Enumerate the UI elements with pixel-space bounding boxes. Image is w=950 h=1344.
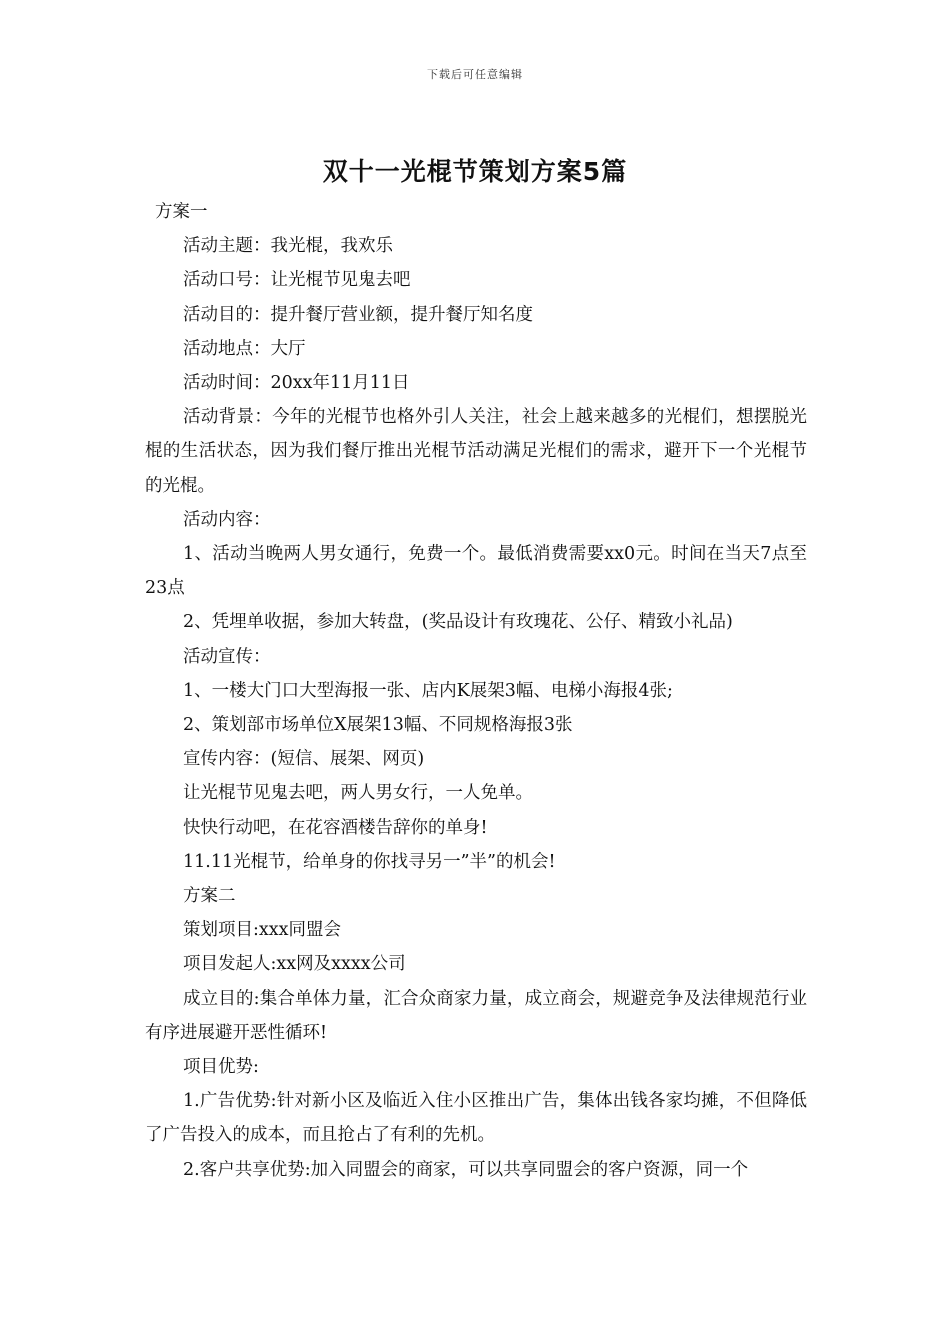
paragraph: 策划项目:xxx同盟会	[183, 920, 342, 941]
paragraph: 项目发起人:xx网及xxxx公司	[183, 954, 406, 975]
paragraph: 活动目的：提升餐厅营业额，提升餐厅知名度	[183, 304, 533, 325]
header-note: 下载后可任意编辑	[427, 68, 523, 81]
paragraph: 2.客户共享优势:加入同盟会的商家，可以共享同盟会的客户资源，同一个	[183, 1159, 749, 1180]
paragraph: 活动口号：让光棍节见鬼去吧	[183, 270, 411, 291]
paragraph: 宣传内容：(短信、展架、网页)	[183, 749, 425, 770]
paragraph: 活动背景：今年的光棍节也格外引人关注，社会上越来越多的光棍们，想摆脱光棍的生活状态，因为我们餐厅推出光棍节活动满足光棍们的需求，避开下一个光棍节的光棍。	[145, 407, 807, 496]
paragraph: 1、一楼大门口大型海报一张、店内K展架3幅、电梯小海报4张;	[183, 680, 673, 701]
paragraph: 活动宣传：	[183, 646, 271, 667]
paragraph: 活动主题：我光棍，我欢乐	[183, 236, 393, 257]
page-title: 双十一光棍节策划方案5篇	[322, 157, 628, 186]
paragraph: 2、策划部市场单位X展架13幅、不同规格海报3张	[183, 715, 573, 736]
section-heading: 方案一	[155, 202, 208, 222]
paragraph: 活动内容：	[183, 509, 271, 530]
paragraph: 让光棍节见鬼去吧，两人男女行，一人免单。	[183, 783, 533, 804]
paragraph: 活动时间：20xx年11月11日	[183, 373, 410, 394]
paragraph: 活动地点：大厅	[183, 338, 306, 359]
paragraph: 1、活动当晚两人男女通行，免费一个。最低消费需要xx0元。时间在当天7点至23点	[145, 544, 807, 599]
paragraph: 快快行动吧，在花容酒楼告辞你的单身!	[183, 817, 488, 838]
paragraph: 1.广告优势:针对新小区及临近入住小区推出广告，集体出钱各家均摊，不但降低了广告投入的成本，而且抢占了有利的先机。	[145, 1091, 807, 1146]
document-body	[145, 195, 807, 1187]
paragraph: 11.11光棍节，给单身的你找寻另一”半”的机会!	[183, 851, 556, 872]
paragraph: 成立目的:集合单体力量，汇合众商家力量，成立商会，规避竞争及法律规范行业有序进展避开恶性循环!	[145, 988, 807, 1043]
section-heading: 方案二	[183, 886, 236, 907]
paragraph: 项目优势:	[183, 1057, 259, 1078]
paragraph: 2、凭埋单收据，参加大转盘，(奖品设计有玫瑰花、公仔、精致小礼品)	[183, 612, 733, 633]
